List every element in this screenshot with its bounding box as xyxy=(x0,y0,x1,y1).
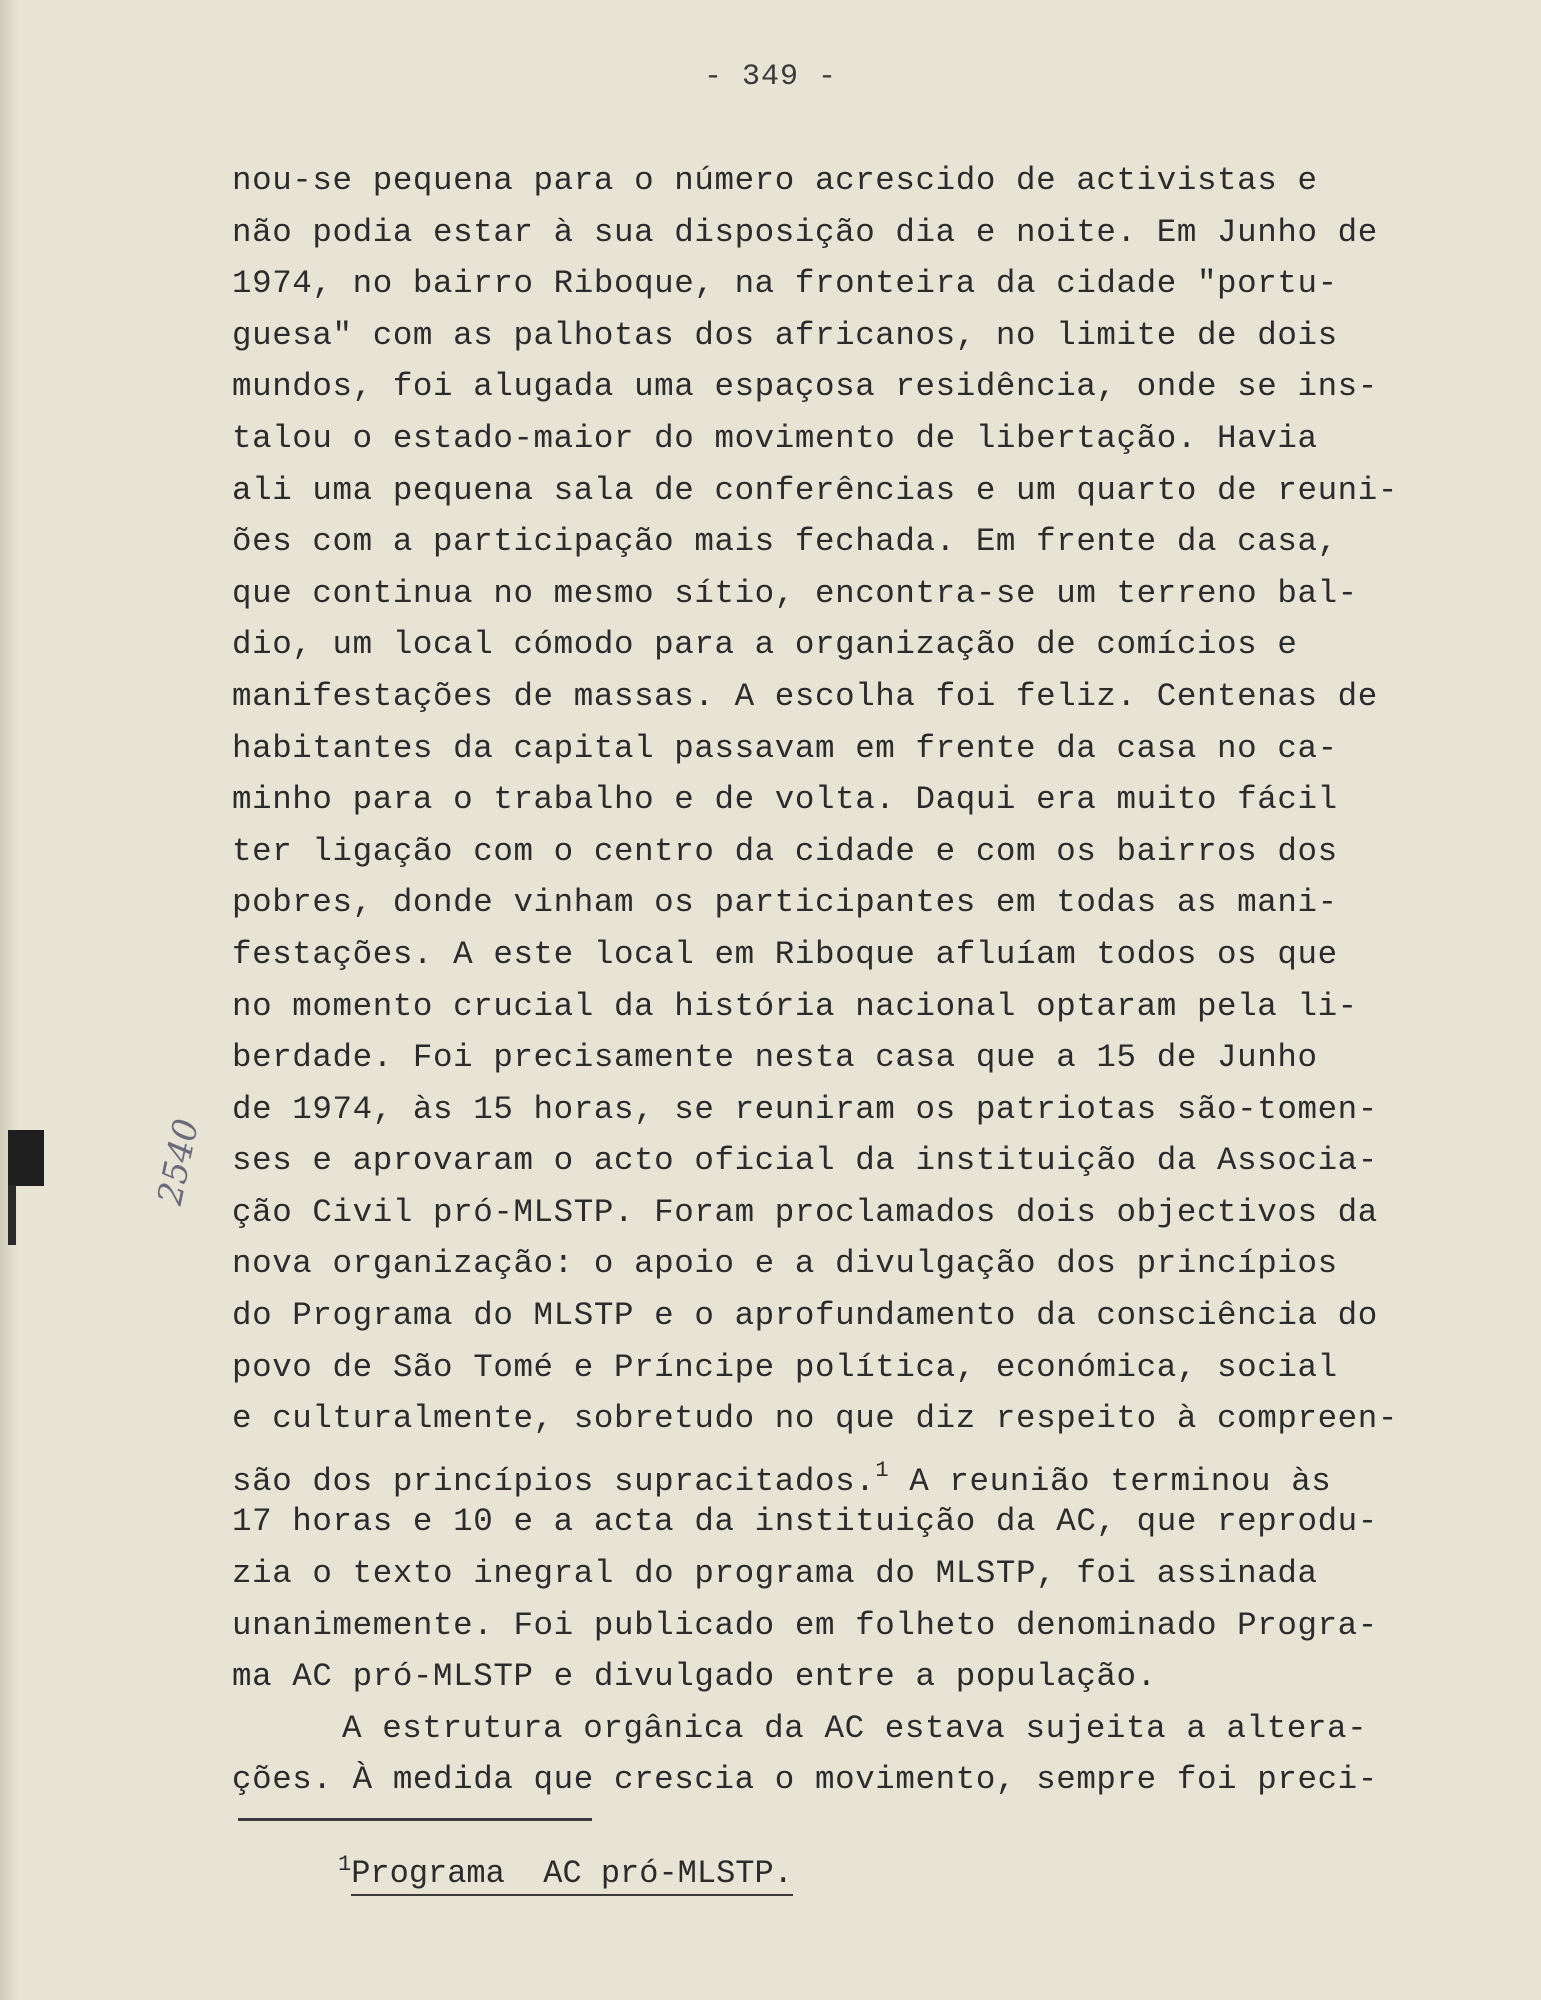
text-line: talou o estado-maior do movimento de libertação. Havia xyxy=(232,419,1318,457)
body-text xyxy=(232,155,1462,1806)
text-segment: são dos princípios supracitados. xyxy=(232,1462,876,1500)
page-number: - 349 - xyxy=(703,60,838,94)
text-line: dio, um local cómodo para a organização de comícios e xyxy=(232,626,1298,664)
text-line: nou-se pequena para o número acrescido de activistas e xyxy=(232,162,1318,199)
text-line: berdade. Foi precisamente nesta casa que a 15 de Junho xyxy=(232,1039,1318,1077)
text-line: e culturalmente, sobretudo no que diz respeito à compreen- xyxy=(232,1400,1398,1438)
handwritten-margin-note: 2540 xyxy=(150,1115,208,1209)
text-line: unanimemente. Foi publicado em folheto denominado Progra- xyxy=(232,1606,1378,1644)
text-line: guesa" com as palhotas dos africanos, no limite de dois xyxy=(232,316,1338,354)
text-line: ali uma pequena sala de conferências e um quarto de reuni- xyxy=(232,471,1398,509)
text-line: manifestações de massas. A escolha foi feliz. Centenas de xyxy=(232,677,1378,715)
text-line: ses e aprovaram o acto oficial da instituição da Associa- xyxy=(232,1142,1378,1180)
binder-wire xyxy=(8,1185,16,1245)
paragraph-start-line: A estrutura orgânica da AC estava sujeita a altera- xyxy=(342,1709,1368,1747)
text-line: no momento crucial da história nacional optaram pela li- xyxy=(232,987,1358,1025)
text-line: ões com a participação mais fechada. Em frente da casa, xyxy=(232,523,1338,561)
text-line: ma AC pró-MLSTP e divulgado entre a população. xyxy=(232,1658,1157,1696)
text-line: ter ligação com o centro da cidade e com os bairros dos xyxy=(232,832,1338,870)
text-line: de 1974, às 15 horas, se reuniram os patriotas são-tomen- xyxy=(232,1090,1378,1128)
text-line: mundos, foi alugada uma espaçosa residência, onde se ins- xyxy=(232,368,1378,406)
text-line: 1974, no bairro Riboque, na fronteira da cidade "portu- xyxy=(232,265,1338,303)
footnote-text: Programa AC pró-MLSTP. xyxy=(351,1855,793,1896)
text-line: 17 horas e 10 e a acta da instituição da AC, que reprodu- xyxy=(232,1503,1378,1541)
footnote-mark: 1 xyxy=(338,1852,352,1877)
text-line: zia o texto inegral do programa do MLSTP, foi assinada xyxy=(232,1555,1318,1593)
text-line: festações. A este local em Riboque afluíam todos os que xyxy=(232,935,1338,973)
text-line: ções. À medida que crescia o movimento, sempre foi preci- xyxy=(232,1761,1378,1799)
footnote-separator xyxy=(238,1818,592,1821)
footnote-reference[interactable]: 1 xyxy=(875,1457,890,1483)
page-edge-shadow xyxy=(0,0,18,2000)
text-line: não podia estar à sua disposição dia e noite. Em Junho de xyxy=(232,213,1378,251)
text-line: nova organização: o apoio e a divulgação dos princípios xyxy=(232,1245,1338,1283)
binder-clip xyxy=(8,1130,44,1186)
text-line-with-footnote xyxy=(232,1445,1462,1500)
text-line: pobres, donde vinham os participantes em todas as mani- xyxy=(232,884,1338,922)
text-line: do Programa do MLSTP e o aprofundamento da consciência do xyxy=(232,1297,1378,1335)
text-line: minho para o trabalho e de volta. Daqui era muito fácil xyxy=(232,781,1338,819)
text-segment: A reunião terminou às xyxy=(889,1462,1332,1500)
text-line: habitantes da capital passavam em frente da casa no ca- xyxy=(232,729,1338,767)
footnote xyxy=(338,1852,793,1892)
text-line: que continua no mesmo sítio, encontra-se um terreno bal- xyxy=(232,574,1358,612)
text-line: povo de São Tomé e Príncipe política, económica, social xyxy=(232,1348,1338,1386)
text-line: ção Civil pró-MLSTP. Foram proclamados dois objectivos da xyxy=(232,1193,1378,1231)
